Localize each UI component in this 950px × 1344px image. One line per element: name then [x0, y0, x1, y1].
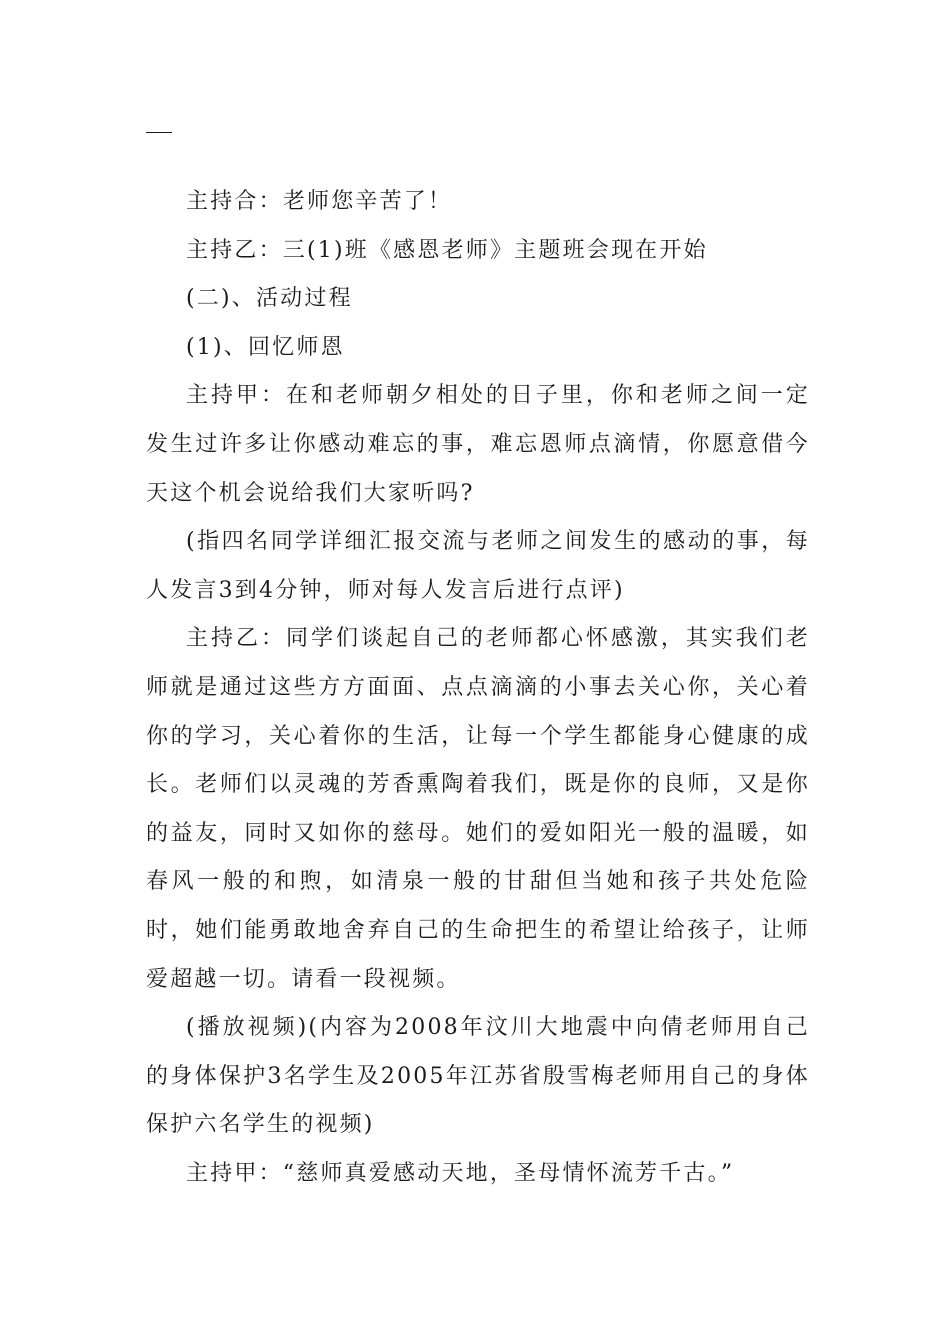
paragraph-video-note: (播放视频)(内容为2008年汶川大地震中向倩老师用自己的身体保护3名学生及2005年江苏省殷雪梅老师用自己的身体保护六名学生的视频) — [146, 1015, 810, 1138]
separator-line — [146, 132, 172, 133]
document-body — [146, 178, 810, 1198]
paragraph-host-b-opening: 主持乙：三(1)班《感恩老师》主题班会现在开始 — [186, 237, 708, 263]
paragraph-instruction-sharing: (指四名同学详细汇报交流与老师之间发生的感动的事，每人发言3到4分钟，师对每人发言后进行点评) — [146, 529, 810, 603]
paragraph-host-b-speech: 主持乙：同学们谈起自己的老师都心怀感激，其实我们老师就是通过这些方方面面、点点滴滴的小事去关心你，关心着你的学习，关心着你的生活，让每一个学生都能身心健康的成长。老师们以灵魂的芳香熏陶着我们，既是你的良师，又是你的益友，同时又如你的慈母。她们的爱如阳光一般的温暖，如春风一般的和煦，如清泉一般的甘甜但当她和孩子共处危险时，她们能勇敢地舍弃自己的生命把生的希望让给孩子，让师爱超越一切。请看一段视频。 — [146, 626, 810, 992]
paragraph-host-together: 主持合：老师您辛苦了！ — [186, 189, 453, 214]
section-heading-activity-process: (二)、活动过程 — [186, 286, 353, 312]
paragraph-host-a-question: 主持甲：在和老师朝夕相处的日子里，你和老师之间一定发生过许多让你感动难忘的事，难忘恩师点滴情，你愿意借今天这个机会说给我们大家听吗? — [146, 383, 810, 506]
paragraph-host-a-quote: 主持甲：“慈师真爱感动天地，圣母情怀流芳千古。” — [186, 1160, 735, 1186]
subsection-heading-recall: (1)、回忆师恩 — [186, 334, 345, 360]
